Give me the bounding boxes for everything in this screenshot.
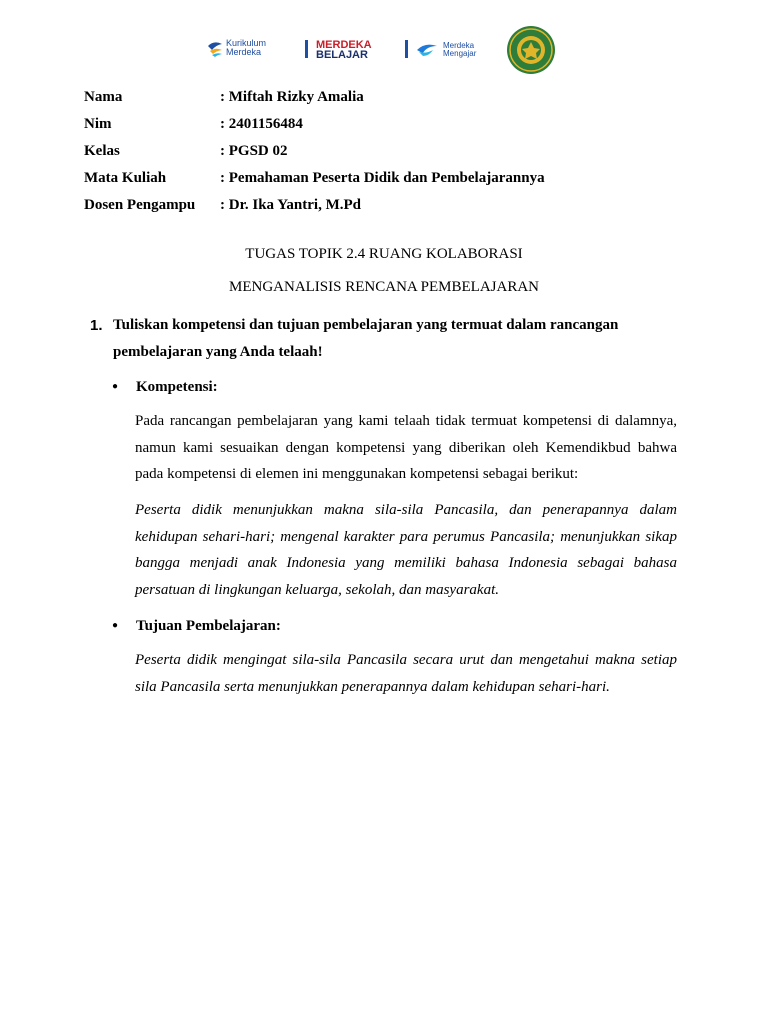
logo-belajar-text: BELAJAR [316, 49, 368, 61]
header-logos [206, 24, 558, 76]
info-label: Kelas [84, 143, 120, 159]
info-value: : Dr. Ika Yantri, M.Pd [220, 197, 361, 213]
document-title: TUGAS TOPIK 2.4 RUANG KOLABORASI [245, 246, 523, 262]
question-number: 1. [90, 317, 103, 334]
info-label: Dosen Pengampu [84, 197, 196, 213]
section-heading: Tujuan Pembelajaran: [136, 618, 281, 634]
logo-mengajar-text-2: Mengajar [443, 49, 477, 58]
tujuan-quote: Peserta didik mengingat sila-sila Pancasila secara urut dan mengetahui makna setiap sila Pancasila serta menunjukkan penerapannya dalam kehidupan sehari-hari. [135, 652, 677, 695]
merdeka-mengajar-logo [417, 41, 477, 58]
section-heading: Kompetensi: [136, 379, 218, 395]
info-row-nama [84, 84, 684, 111]
document-subtitle: MENGANALISIS RENCANA PEMBELAJARAN [228, 279, 540, 295]
info-label: Nim [84, 116, 112, 132]
logo-kurikulum-text-1: Kurikulum [226, 38, 267, 48]
logo-merdeka-text: MERDEKA [316, 39, 372, 51]
kompetensi-quote: Peserta didik menunjukkan makna sila-sila Pancasila, dan penerapannya dalam kehidupan sehari-hari; mengenal karakter para perumus Pancasila; menunjukkan sikap bangga menjadi anak Indonesia yang memiliki bahasa Indonesia sebagai bahasa persatuan di lingkungan keluarga, sekolah, dan masyarakat. [135, 502, 677, 599]
info-row-dosen [84, 192, 684, 219]
merdeka-belajar-logo [316, 39, 372, 61]
kurikulum-merdeka-logo [208, 38, 266, 57]
logo-strip [206, 24, 558, 76]
question-1 [90, 312, 680, 366]
question-text: Tuliskan kompetensi dan tujuan pembelajaran yang termuat dalam rancangan pembelajaran yang Anda telaah! [113, 317, 619, 360]
info-value: : Miftah Rizky Amalia [220, 89, 364, 105]
info-label: Nama [84, 89, 123, 105]
section-kompetensi-heading [112, 377, 218, 397]
logo-mengajar-text-1: Merdeka [443, 41, 475, 50]
info-value: : 2401156484 [220, 116, 303, 132]
info-label: Mata Kuliah [84, 170, 167, 186]
logo-divider [405, 40, 408, 58]
info-value: : PGSD 02 [220, 143, 288, 159]
section-tujuan-heading [112, 616, 281, 636]
university-seal [507, 26, 555, 74]
info-row-kelas [84, 138, 684, 165]
logo-divider [305, 40, 308, 58]
info-value: : Pemahaman Peserta Didik dan Pembelajarannya [220, 170, 545, 186]
info-row-mata-kuliah [84, 165, 684, 192]
student-info [84, 84, 684, 219]
logo-kurikulum-text-2: Merdeka [226, 47, 262, 57]
kompetensi-paragraph: Pada rancangan pembelajaran yang kami telaah tidak termuat kompetensi di dalamnya, namun kami sesuaikan dengan kompetensi yang diberikan oleh Kemendikbud bahwa pada kompetensi di elemen ini menggunakan kompetensi sebagai berikut: [135, 413, 677, 483]
bullet-icon: ● [112, 381, 119, 392]
bullet-icon: ● [112, 620, 119, 631]
info-row-nim [84, 111, 684, 138]
